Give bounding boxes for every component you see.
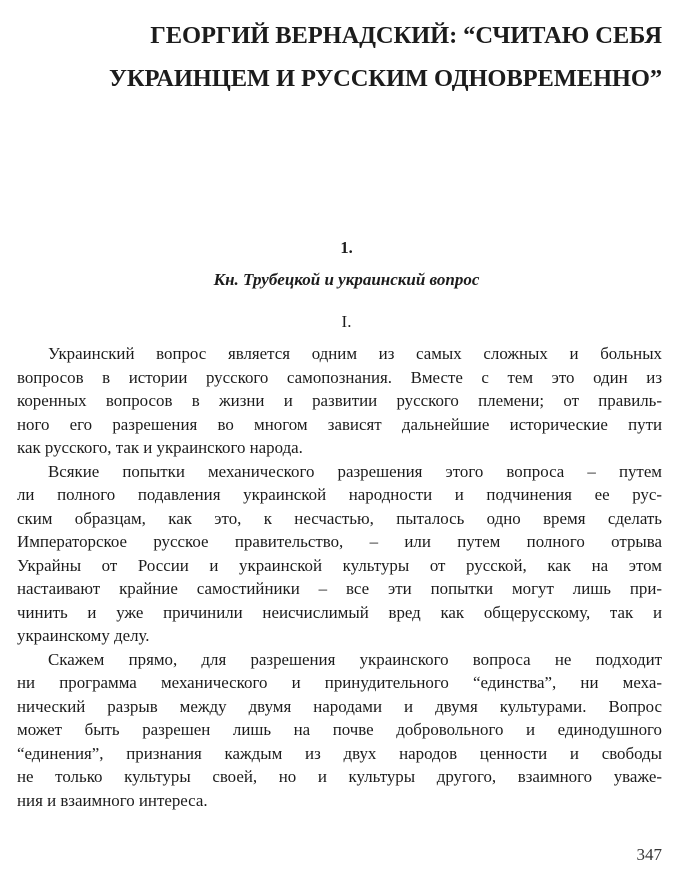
subsection-numeral: I.	[341, 312, 352, 331]
text-line: может быть разрешен лишь на почве добровольного и единодушного	[17, 720, 662, 739]
text-line: Всякие попытки механического разрешения этого вопроса – путем	[48, 461, 662, 481]
text-line: не только культуры своей, но и культуры другого, взаимного уваже-	[17, 767, 662, 786]
text-line: Украинский вопрос является одним из самых сложных и больных	[48, 344, 662, 363]
body-text	[17, 342, 662, 812]
text-line: как русского, так и украинского народа.	[17, 438, 303, 457]
chapter-title-line-2: УКРАИНЦЕМ И РУССКИМ ОДНОВРЕМЕННО”	[108, 65, 662, 92]
text-line: ли полного подавления украинской народности и подчинения ее рус-	[17, 485, 662, 504]
page-number: 347	[636, 845, 662, 864]
text-line: коренных вопросов в жизни и развитии русского племени; от правиль-	[17, 391, 662, 410]
section-number: 1.	[340, 238, 353, 257]
paragraph	[17, 460, 662, 648]
text-line: ни программа механического и принудительного “единства”, ни меха-	[17, 673, 662, 692]
text-line: чинить и уже причинили неисчислимый вред как общерусскому, так и	[17, 602, 662, 622]
section-title: Кн. Трубецкой и украинский вопрос	[213, 270, 480, 289]
chapter-title-line-1: ГЕОРГИЙ ВЕРНАДСКИЙ: “СЧИТАЮ СЕБЯ	[150, 22, 662, 49]
text-line: ния и взаимного интереса.	[17, 790, 208, 810]
text-line: “единения”, признания каждым из двух народов ценности и свободы	[17, 743, 662, 763]
text-line: ного его разрешения во многом зависят дальнейшие исторические пути	[17, 414, 662, 434]
text-line: настаивают крайние самостийники – все эти попытки могут лишь при-	[17, 579, 662, 598]
text-line: украинскому делу.	[17, 626, 150, 645]
paragraph	[17, 342, 662, 460]
text-line: Скажем прямо, для разрешения украинского вопроса не подходит	[48, 649, 662, 669]
text-line: вопросов в истории русского самопознания. Вместе с тем это один из	[17, 367, 662, 387]
text-line: ским образцам, как это, к несчастью, пыталось одно время сделать	[17, 508, 662, 528]
text-line: Украйны от России и украинской культуры от русской, как на этом	[17, 555, 662, 575]
text-line: нический разрыв между двумя народами и двумя культурами. Вопрос	[17, 696, 662, 716]
paragraph	[17, 648, 662, 813]
text-line: Императорское русское правительство, – или путем полного отрыва	[17, 532, 662, 551]
